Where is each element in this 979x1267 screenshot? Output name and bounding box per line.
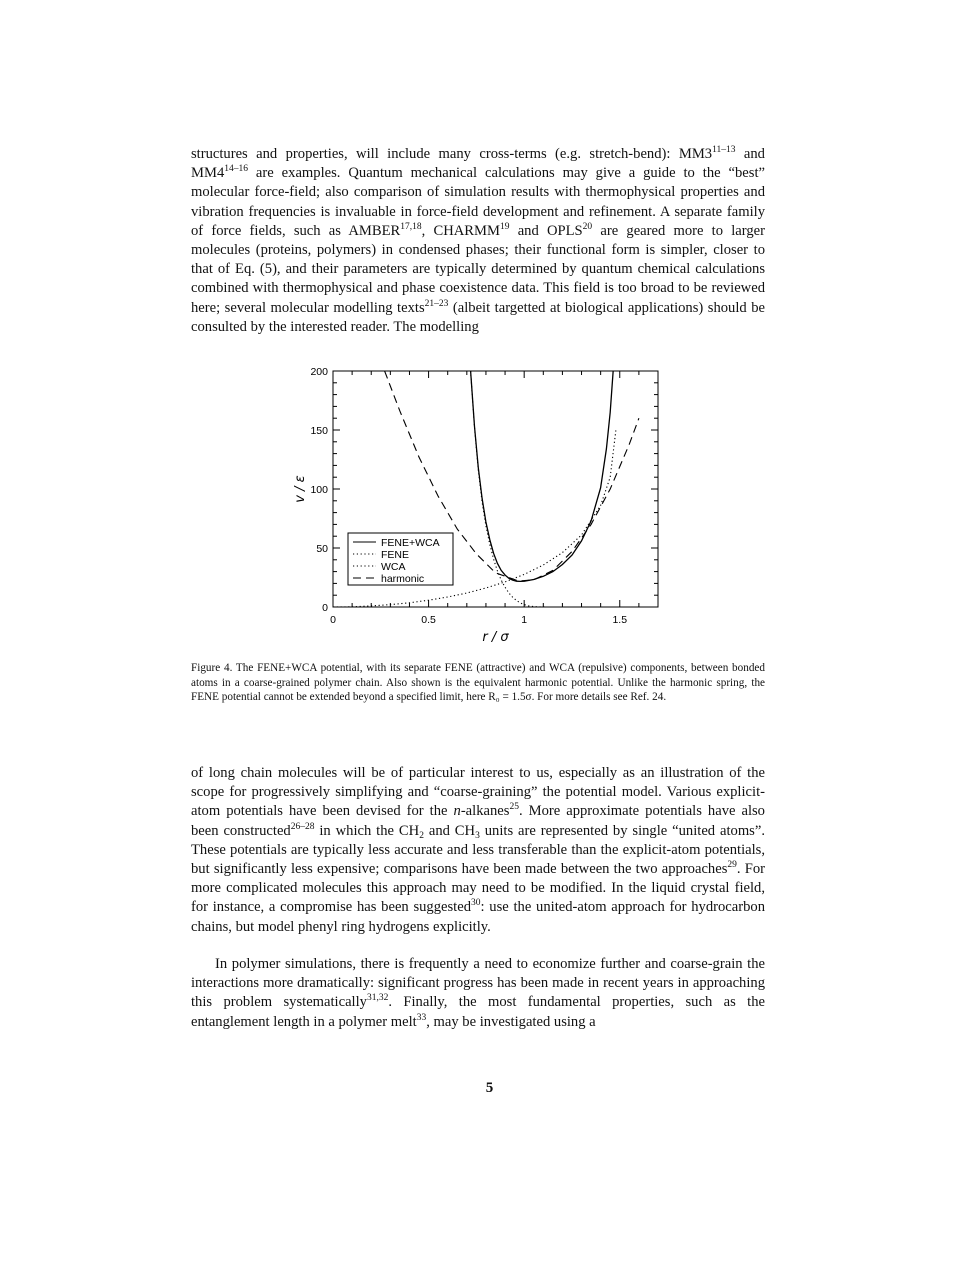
text-run: 3 <box>475 830 480 841</box>
paragraph-3 <box>191 955 765 1032</box>
x-tick-label: 0.5 <box>421 614 436 626</box>
text-run: 31,32 <box>366 993 389 1004</box>
text-run: (albeit targetted at biological applications) should be consulted by the interested reader. The modelling <box>191 299 765 335</box>
text-run: . More approximate potentials have also been constructed <box>191 803 765 839</box>
text-run: are examples. Quantum mechanical calculations may give a guide to the “best” molecular force-field; also comparison of simulation results with thermophysical properties and vibration frequencies is invaluable in force-field development and refinement. A separate family of force fields, such as AMBER <box>191 165 765 239</box>
legend-label: FENE+WCA <box>381 537 440 549</box>
y-tick-label: 0 <box>322 602 328 614</box>
y-tick-label: 150 <box>310 425 328 437</box>
text-run: 14–16 <box>224 164 248 175</box>
page-number: 5 <box>485 1080 494 1096</box>
text-run: 11–13 <box>712 145 736 155</box>
x-axis-label: r / σ <box>482 630 509 645</box>
text-run: 26–28 <box>290 821 315 832</box>
x-tick-label: 1.5 <box>612 614 628 626</box>
text-run: , CHARMM <box>421 222 500 239</box>
text-run: 19 <box>499 221 510 232</box>
legend-label: FENE <box>381 549 410 561</box>
text-run: and OPLS <box>509 222 583 239</box>
text-run: and MM4 <box>191 146 765 182</box>
paragraph-2 <box>191 764 765 937</box>
series-line-wca <box>471 371 548 607</box>
x-tick-label: 1 <box>521 614 528 626</box>
text-run: structures and properties, will include many cross-terms (e.g. stretch-bend): MM3 <box>191 146 713 162</box>
text-run: of long chain molecules will be of particular interest to us, especially as an illustration of the scope for progressively simplifying and “coarse-graining” the potential model. Various explicit-atom potentials have been devised for the <box>191 765 765 820</box>
text-run: 20 <box>582 221 593 232</box>
text-run: 29 <box>727 860 737 871</box>
text-run: in which the CH <box>314 822 420 839</box>
text-run: n <box>453 803 461 820</box>
text-run: 21–23 <box>424 298 449 309</box>
text-run: and CH <box>423 822 476 839</box>
text-run: 17,18 <box>400 221 422 232</box>
legend-label: harmonic <box>381 573 425 585</box>
text-run: . For more complicated molecules this approach may need to be modified. In the liquid crystal field, for instance, a compromise has been suggested <box>191 861 765 916</box>
text-run: -alkanes <box>460 803 510 820</box>
text-run: In polymer simulations, there is frequently a need to economize further and coarse-grain the interactions more dramatically: significant progress has been made in recent years in approaching this problem systematically <box>191 956 765 1011</box>
y-tick-label: 100 <box>310 484 328 496</box>
text-run: , may be investigated using a <box>426 1013 596 1030</box>
text-run: : use the united-atom approach for hydrocarbon chains, but model phenyl ring hydrogens explicitly. <box>191 899 765 935</box>
chart-legend <box>348 533 453 585</box>
text-run: are geared more to larger molecules (proteins, polymers) in condensed phases; their functional form is simpler, closer to that of Eq. (5), and their parameters are typically determined by quantum chemical calculations combined with thermophysical and phase coexistence data. This field is too broad to be reviewed here; several molecular modelling texts <box>191 222 766 316</box>
text-run: . Finally, the most fundamental properties, such as the entanglement length in a polymer melt <box>191 994 765 1030</box>
y-tick-label: 50 <box>316 543 328 555</box>
text-run: units are represented by single “united atoms”. These potentials are typically less accurate and less transferable than the explicit-atom potentials, but significantly less expensive; comparisons have been made between the two approaches <box>191 822 765 878</box>
text-run: 2 <box>419 830 424 841</box>
x-tick-label: 0 <box>330 614 336 626</box>
text-run: 30 <box>471 898 481 909</box>
text-run: 25 <box>509 802 519 813</box>
legend-label: WCA <box>381 561 406 573</box>
text-run: 33 <box>416 1012 427 1023</box>
y-tick-label: 200 <box>310 366 328 378</box>
figure-caption: Figure 4. The FENE+WCA potential, with its separate FENE (attractive) and WCA (repulsive) components, between bonded atoms in a coarse-grained polymer chain. Also shown is the equivalent harmonic potential. Unlike the harmonic spring, the FENE potential cannot be extended beyond a specified limit, here R₀ = 1.5σ. For more details see Ref. 24. <box>191 662 765 704</box>
y-axis-label: v / ε <box>293 475 308 503</box>
